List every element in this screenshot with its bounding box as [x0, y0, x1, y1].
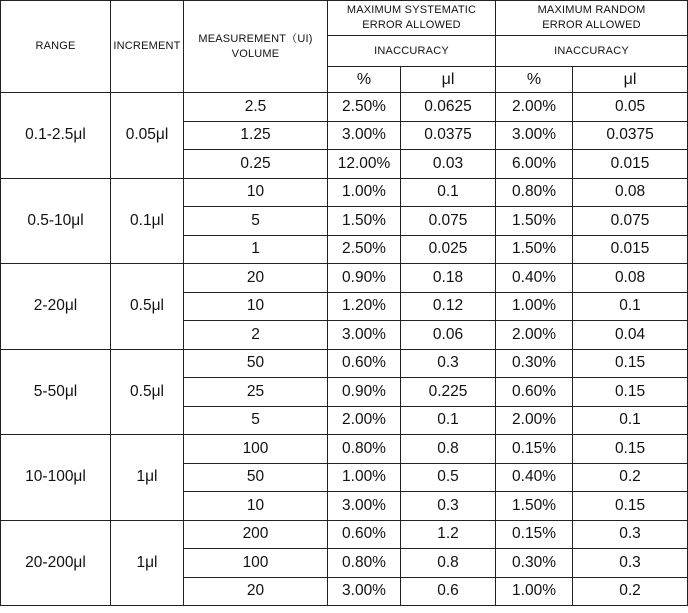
random-percent-cell: 0.40%	[496, 264, 573, 293]
table-header	[1, 1, 688, 93]
increment-cell: 0.5μl	[111, 264, 184, 350]
systematic-microliter-cell: 0.3	[401, 349, 496, 378]
random-microliter-unit: μl	[573, 67, 688, 93]
systematic-percent-cell: 1.50%	[328, 207, 401, 236]
systematic-percent-cell: 0.80%	[328, 549, 401, 578]
increment-cell: 0.1μl	[111, 178, 184, 264]
systematic-percent-cell: 0.80%	[328, 435, 401, 464]
volume-cell: 5	[184, 406, 328, 435]
systematic-percent-cell: 0.90%	[328, 264, 401, 293]
random-percent-cell: 0.15%	[496, 435, 573, 464]
random-header-line1: MAXIMUM RANDOM	[537, 4, 646, 16]
volume-cell: 20	[184, 264, 328, 293]
volume-cell: 200	[184, 520, 328, 549]
random-percent-cell: 6.00%	[496, 150, 573, 179]
volume-cell: 100	[184, 435, 328, 464]
random-error-header	[496, 1, 688, 36]
systematic-percent-cell: 1.20%	[328, 292, 401, 321]
random-percent-cell: 3.00%	[496, 121, 573, 150]
increment-cell: 1μl	[111, 435, 184, 521]
range-cell: 5-50μl	[1, 349, 111, 435]
random-percent-cell: 0.30%	[496, 349, 573, 378]
volume-cell: 5	[184, 207, 328, 236]
volume-cell: 20	[184, 577, 328, 606]
systematic-microliter-cell: 0.025	[401, 235, 496, 264]
systematic-percent-cell: 2.50%	[328, 235, 401, 264]
random-percent-cell: 1.50%	[496, 235, 573, 264]
volume-cell: 2.5	[184, 93, 328, 122]
random-microliter-cell: 0.015	[573, 235, 688, 264]
volume-cell: 50	[184, 463, 328, 492]
systematic-percent-cell: 1.00%	[328, 463, 401, 492]
systematic-microliter-cell: 0.0625	[401, 93, 496, 122]
range-cell: 10-100μl	[1, 435, 111, 521]
random-percent-cell: 1.00%	[496, 292, 573, 321]
random-microliter-cell: 0.3	[573, 520, 688, 549]
volume-cell: 10	[184, 178, 328, 207]
volume-cell: 100	[184, 549, 328, 578]
systematic-microliter-cell: 0.1	[401, 406, 496, 435]
systematic-percent-unit: %	[328, 67, 401, 93]
systematic-microliter-cell: 0.12	[401, 292, 496, 321]
random-percent-cell: 2.00%	[496, 93, 573, 122]
random-microliter-cell: 0.05	[573, 93, 688, 122]
volume-cell: 50	[184, 349, 328, 378]
systematic-microliter-cell: 0.225	[401, 378, 496, 407]
random-microliter-cell: 0.08	[573, 178, 688, 207]
random-microliter-cell: 0.3	[573, 549, 688, 578]
systematic-microliter-cell: 0.5	[401, 463, 496, 492]
systematic-percent-cell: 3.00%	[328, 321, 401, 350]
systematic-microliter-cell: 0.8	[401, 549, 496, 578]
systematic-percent-cell: 2.00%	[328, 406, 401, 435]
systematic-microliter-cell: 0.3	[401, 492, 496, 521]
systematic-microliter-cell: 0.075	[401, 207, 496, 236]
random-percent-cell: 0.15%	[496, 520, 573, 549]
systematic-percent-cell: 0.60%	[328, 520, 401, 549]
volume-cell: 10	[184, 492, 328, 521]
random-header-line2: ERROR ALLOWED	[542, 19, 641, 31]
systematic-percent-cell: 3.00%	[328, 492, 401, 521]
volume-cell: 25	[184, 378, 328, 407]
systematic-microliter-cell: 0.0375	[401, 121, 496, 150]
volume-cell: 1.25	[184, 121, 328, 150]
random-percent-cell: 2.00%	[496, 321, 573, 350]
systematic-microliter-cell: 1.2	[401, 520, 496, 549]
systematic-microliter-cell: 0.18	[401, 264, 496, 293]
range-cell: 0.1-2.5μl	[1, 93, 111, 179]
table-row	[1, 349, 688, 378]
random-percent-cell: 0.40%	[496, 463, 573, 492]
table-body	[1, 93, 688, 606]
random-microliter-cell: 0.08	[573, 264, 688, 293]
systematic-percent-cell: 0.90%	[328, 378, 401, 407]
volume-cell: 1	[184, 235, 328, 264]
volume-cell: 2	[184, 321, 328, 350]
increment-cell: 0.5μl	[111, 349, 184, 435]
range-cell: 0.5-10μl	[1, 178, 111, 264]
measurement-header-line2: VOLUME	[231, 47, 280, 60]
table-row	[1, 520, 688, 549]
random-percent-cell: 1.50%	[496, 492, 573, 521]
random-microliter-cell: 0.015	[573, 150, 688, 179]
systematic-inaccuracy-header: INACCURACY	[328, 36, 496, 67]
systematic-percent-cell: 3.00%	[328, 577, 401, 606]
systematic-percent-cell: 1.00%	[328, 178, 401, 207]
systematic-microliter-cell: 0.6	[401, 577, 496, 606]
systematic-percent-cell: 2.50%	[328, 93, 401, 122]
random-microliter-cell: 0.15	[573, 349, 688, 378]
random-percent-cell: 1.00%	[496, 577, 573, 606]
random-microliter-cell: 0.075	[573, 207, 688, 236]
volume-cell: 10	[184, 292, 328, 321]
systematic-percent-cell: 0.60%	[328, 349, 401, 378]
random-percent-cell: 0.80%	[496, 178, 573, 207]
systematic-microliter-unit: μl	[401, 67, 496, 93]
random-percent-cell: 1.50%	[496, 207, 573, 236]
random-inaccuracy-header: INACCURACY	[496, 36, 688, 67]
random-microliter-cell: 0.1	[573, 292, 688, 321]
random-percent-cell: 2.00%	[496, 406, 573, 435]
systematic-microliter-cell: 0.06	[401, 321, 496, 350]
increment-cell: 0.05μl	[111, 93, 184, 179]
random-microliter-cell: 0.04	[573, 321, 688, 350]
random-microliter-cell: 0.2	[573, 577, 688, 606]
random-microliter-cell: 0.0375	[573, 121, 688, 150]
measurement-header-line1: MEASUREMENT（UI)	[198, 32, 313, 45]
random-microliter-cell: 0.15	[573, 492, 688, 521]
systematic-header-line1: MAXIMUM SYSTEMATIC	[346, 4, 477, 16]
table-row	[1, 178, 688, 207]
random-microliter-cell: 0.2	[573, 463, 688, 492]
range-cell: 20-200μl	[1, 520, 111, 606]
systematic-percent-cell: 3.00%	[328, 121, 401, 150]
random-microliter-cell: 0.1	[573, 406, 688, 435]
increment-header: INCREMENT	[111, 1, 184, 93]
systematic-error-header	[328, 1, 496, 36]
random-percent-cell: 0.60%	[496, 378, 573, 407]
range-cell: 2-20μl	[1, 264, 111, 350]
systematic-microliter-cell: 0.1	[401, 178, 496, 207]
volume-cell: 0.25	[184, 150, 328, 179]
random-percent-unit: %	[496, 67, 573, 93]
systematic-microliter-cell: 0.03	[401, 150, 496, 179]
random-microliter-cell: 0.15	[573, 378, 688, 407]
random-microliter-cell: 0.15	[573, 435, 688, 464]
increment-cell: 1μl	[111, 520, 184, 606]
table-row	[1, 435, 688, 464]
table-row	[1, 264, 688, 293]
measurement-volume-header	[184, 1, 328, 93]
random-percent-cell: 0.30%	[496, 549, 573, 578]
range-header: RANGE	[1, 1, 111, 93]
systematic-microliter-cell: 0.8	[401, 435, 496, 464]
systematic-percent-cell: 12.00%	[328, 150, 401, 179]
table-row	[1, 93, 688, 122]
systematic-header-line2: ERROR ALLOWED	[362, 19, 461, 31]
